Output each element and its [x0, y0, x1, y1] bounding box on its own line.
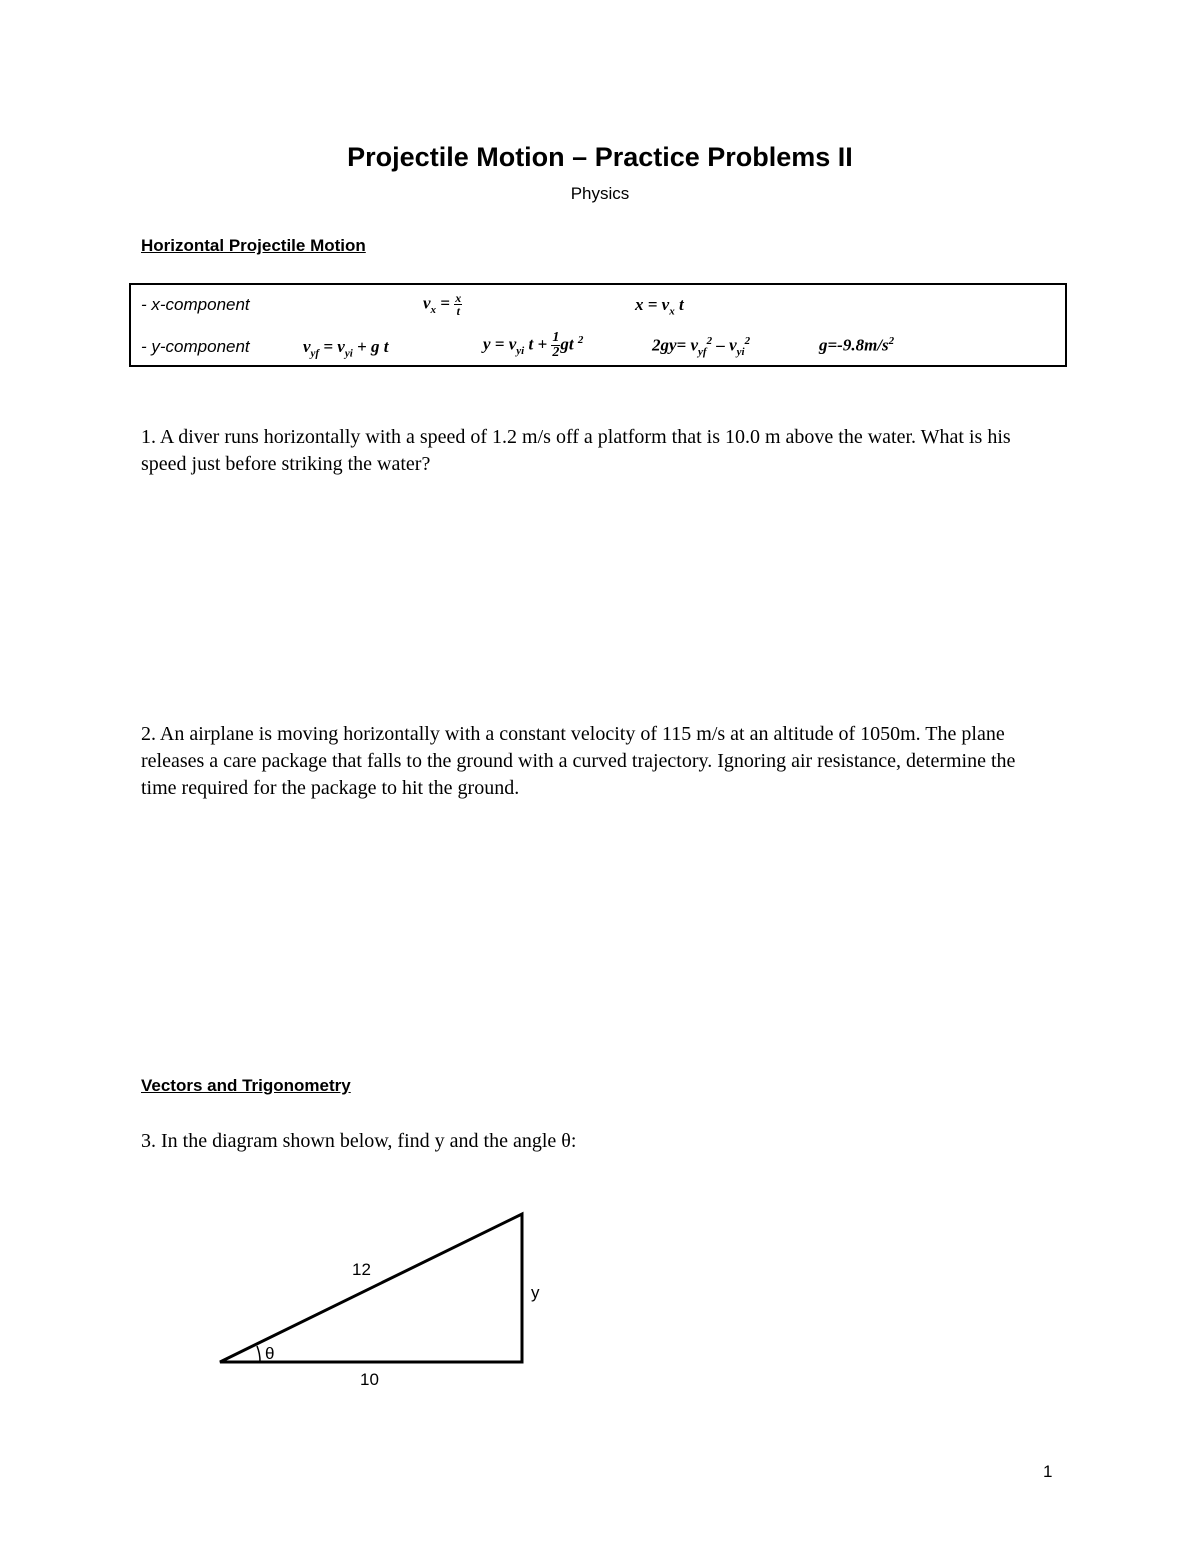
- formula-x: $x = v_x$ t: [635, 295, 684, 318]
- page-title: Projectile Motion – Practice Problems II: [347, 142, 853, 172]
- section-heading-vectors: Vectors and Trigonometry: [141, 1076, 351, 1095]
- x-component-label: - x-component: [141, 295, 250, 314]
- base-label: 10: [360, 1370, 379, 1389]
- page-subtitle: Physics: [570, 184, 630, 203]
- problem-2: 2. An airplane is moving horizontally with a constant velocity of 115 m/s at an altitude of 1050m. The plane releases a care package that falls to the ground with a curved trajectory. Ignoring air resistance, determine the time required for the package to hit the ground.: [141, 723, 1016, 799]
- formula-vyf: $v_{yf} = v_{yi} + g$ t: [303, 337, 389, 360]
- angle-arc: [257, 1346, 260, 1362]
- side-label: y: [531, 1283, 540, 1302]
- triangle-shape: [220, 1214, 522, 1362]
- problem-1: 1. A diver runs horizontally with a speed of 1.2 m/s off a platform that is 10.0 m above the water. What is his speed just before striking the water?: [141, 426, 1011, 475]
- hypotenuse-label: 12: [352, 1260, 371, 1279]
- angle-label: θ: [265, 1344, 275, 1363]
- formula-2gy: $2gy= v_{yf}^2 - v_{yi}^2$: [652, 335, 751, 359]
- problem-3: 3. In the diagram shown below, find y and the angle θ:: [141, 1130, 577, 1152]
- formula-box: [129, 283, 1067, 367]
- page-number: 1: [1043, 1462, 1053, 1481]
- formula-y: $y = v_{yi}$ t + $\frac{1}{2}$ gt $^2$: [483, 330, 584, 360]
- formula-g: $g=-9.8m/s^2$: [819, 335, 895, 355]
- section-heading-horizontal: Horizontal Projectile Motion: [141, 236, 366, 255]
- formula-vx: $v_x$ = $\frac{x}{t}$: [423, 291, 462, 318]
- right-triangle-diagram: [200, 1200, 560, 1400]
- y-component-label: - y-component: [141, 337, 250, 356]
